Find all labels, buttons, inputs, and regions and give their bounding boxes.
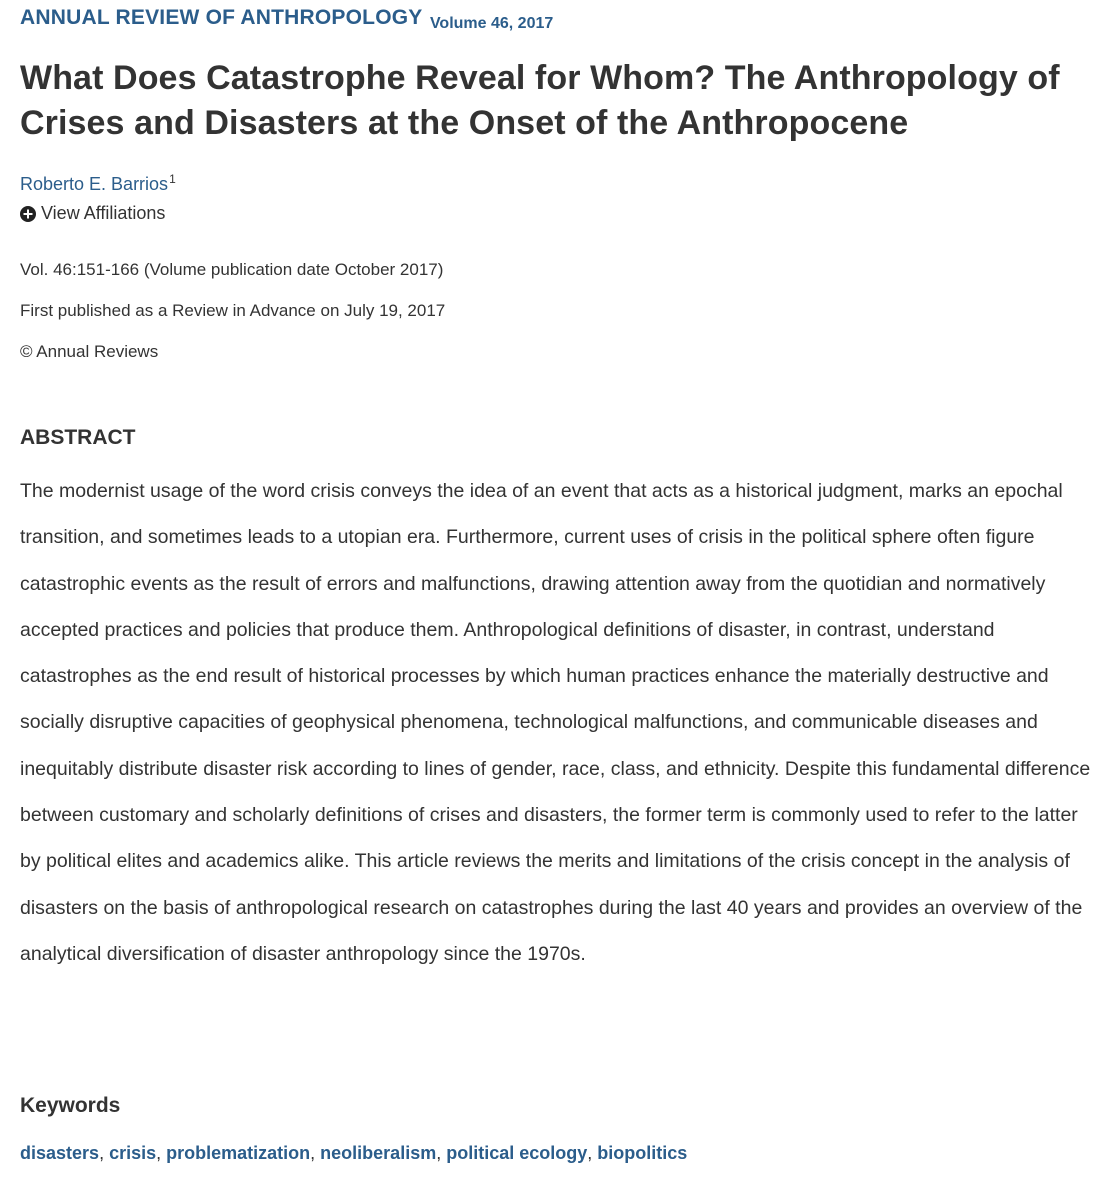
first-published-info: First published as a Review in Advance on July 19, 2017 bbox=[20, 301, 446, 320]
keyword-separator: , bbox=[436, 1143, 447, 1163]
plus-circle-icon[interactable] bbox=[20, 206, 36, 222]
abstract-text: The modernist usage of the word crisis conveys the idea of an event that acts as a historical judgment, marks an epochal transition, and sometimes leads to a utopian era. Furthermore, current uses of crisis in the political sphere often figure catastrophic events as the result of errors and malfunctions, drawing attention away from the quotidian and normatively accepted practices and policies that produce them. Anthropological definitions of disaster, in contrast, understand catastrophes as the end result of historical processes by which human practices enhance the materially destructive and socially disruptive capacities of geophysical phenomena, technological malfunctions, and communicable diseases and inequitably distribute disaster risk according to lines of gender, race, class, and ethnicity. Despite this fundamental difference between customary and scholarly definitions of crises and disasters, the former term is commonly used to refer to the latter by political elites and academics alike. This article reviews the merits and limitations of the crisis concept in the analysis of disasters on the basis of anthropological research on catastrophes during the last 40 years and provides an overview of the analytical diversification of disaster anthropology since the 1970s. bbox=[20, 480, 1091, 965]
author-name[interactable]: Roberto E. Barrios bbox=[20, 174, 169, 194]
journal-name-link[interactable]: ANNUAL REVIEW OF ANTHROPOLOGY bbox=[20, 6, 423, 29]
keyword-separator: , bbox=[99, 1143, 110, 1163]
journal-volume-link[interactable]: Volume 46, 2017 bbox=[429, 15, 554, 32]
view-affiliations-button[interactable] bbox=[20, 203, 165, 224]
keyword-link[interactable]: problematization bbox=[166, 1143, 311, 1163]
journal-header bbox=[20, 6, 553, 30]
abstract-heading: ABSTRACT bbox=[20, 426, 136, 449]
keyword-separator: , bbox=[156, 1143, 167, 1163]
keyword-link[interactable]: disasters bbox=[20, 1143, 100, 1163]
copyright-info: © Annual Reviews bbox=[20, 342, 159, 361]
keyword-separator: , bbox=[587, 1143, 598, 1163]
keyword-separator: , bbox=[310, 1143, 321, 1163]
volume-info: Vol. 46:151-166 (Volume publication date October 2017) bbox=[20, 260, 444, 279]
keyword-link[interactable]: political ecology bbox=[446, 1143, 588, 1163]
keywords-heading: Keywords bbox=[20, 1094, 121, 1117]
view-affiliations-label[interactable]: View Affiliations bbox=[41, 203, 166, 223]
keyword-link[interactable]: biopolitics bbox=[597, 1143, 688, 1163]
keyword-link[interactable]: crisis bbox=[109, 1143, 157, 1163]
keywords-list bbox=[20, 1143, 687, 1164]
author-affiliation-number: 1 bbox=[169, 172, 176, 186]
author-link[interactable] bbox=[20, 172, 176, 195]
article-title: What Does Catastrophe Reveal for Whom? The Anthropology of Crises and Disasters at the Onset of the Anthropocene bbox=[20, 59, 1060, 142]
keyword-link[interactable]: neoliberalism bbox=[320, 1143, 437, 1163]
